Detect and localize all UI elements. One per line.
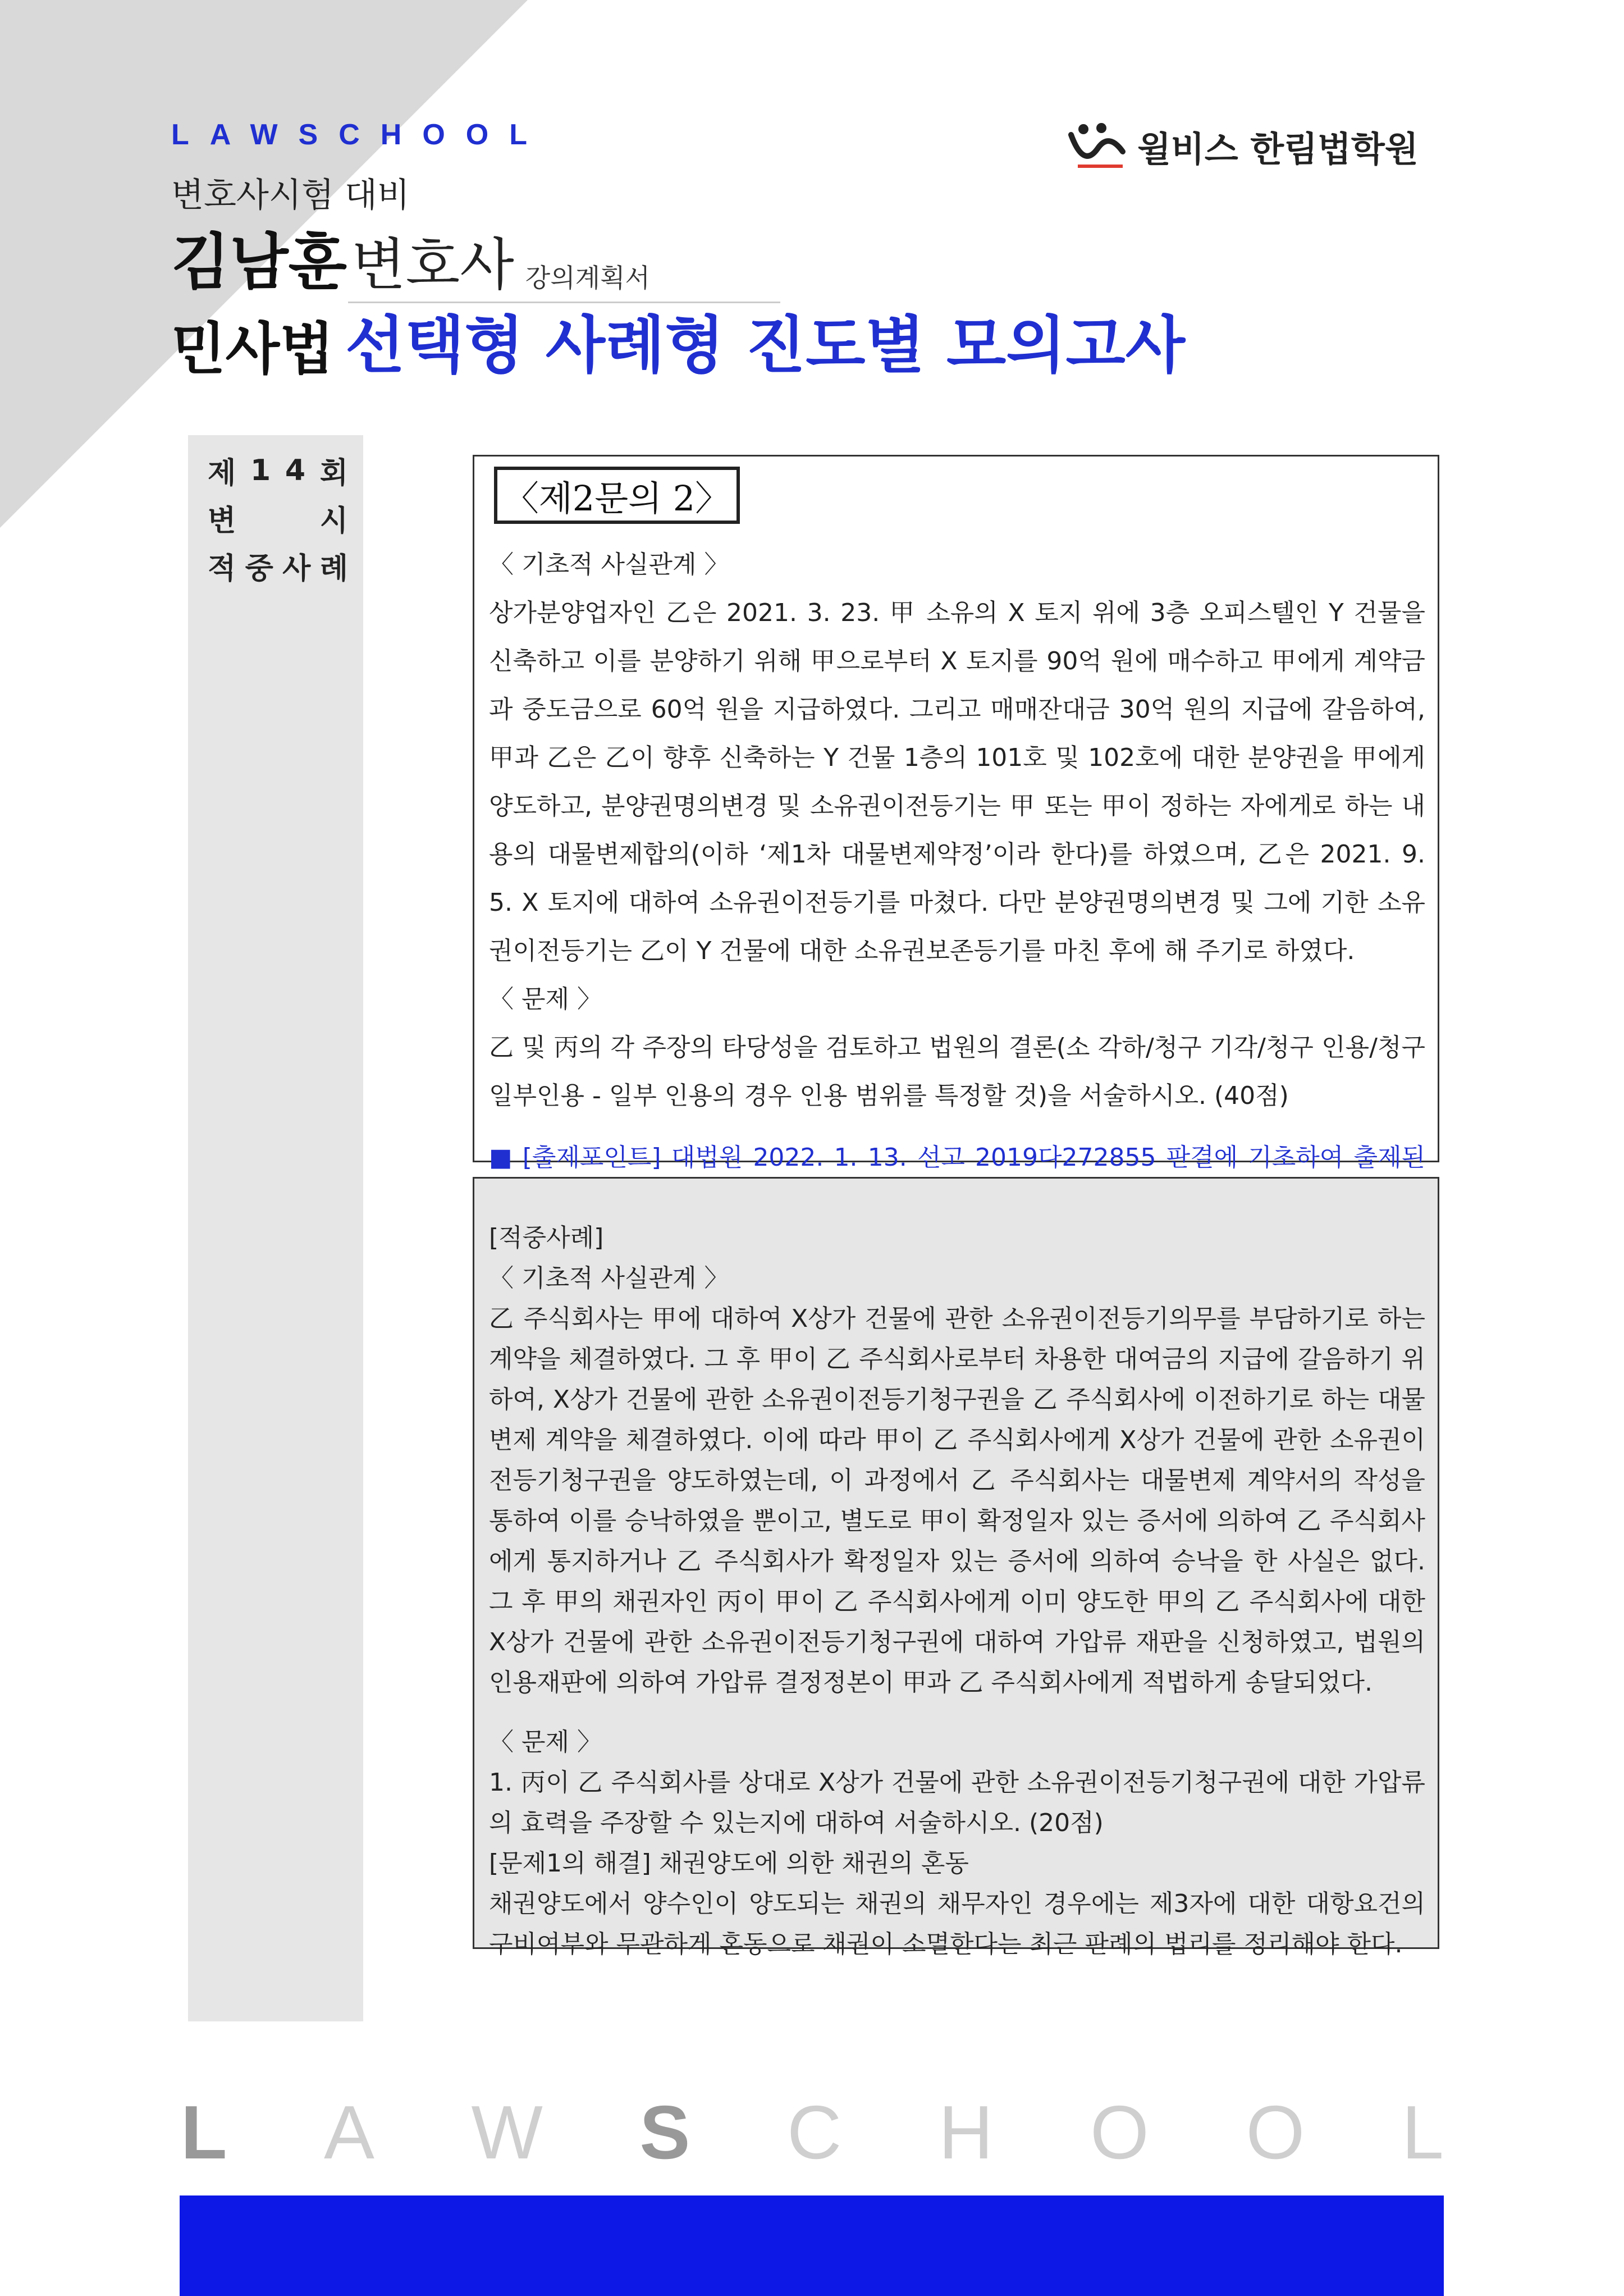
exam-point-text: [출제포인트] 대법원 2022. 1. 13. 선고 2019다272855 판결에 기초하여 출제된 bbox=[522, 1143, 1425, 1172]
sidebar-panel bbox=[188, 435, 363, 2021]
footer-letter: O bbox=[1090, 2090, 1149, 2175]
sidebar-char: 회 bbox=[319, 457, 348, 490]
footer-letter: W bbox=[471, 2090, 543, 2175]
sidebar-char: 례 bbox=[319, 552, 348, 586]
sidebar-char: 적 bbox=[208, 552, 236, 586]
hit-facts-text: 乙 주식회사는 甲에 대하여 X상가 건물에 관한 소유권이전등기의무를 부담하기로 하는 계약을 체결하였다. 그 후 甲이 乙 주식회사로부터 차용한 대여금의 지급에 갈음하기 위하여, X상가 건물에 관한 소유권이전등기청구권을 乙 주식회사에 이전하기로 하는 대물변제 계약을 체결하였다. 이에 따라 甲이 乙 주식회사에게 X상가 건물에 관한 소유권이전등기청구권을 양도하였는데, 이 과정에서 乙 주식회사는 대물변제 계약서의 작성을 통하여 이를 승낙하였을 뿐이고, 별도로 甲이 확정일자 있는 증서에 의하여 乙 주식회사에게 통지하거나 乙 주식회사가 확정일자 있는 증서에 의하여 승낙을 한 사실은 없다. 그 후 甲의 채권자인 丙이 甲이 乙 주식회사에게 이미 양도한 甲의 乙 주식회사에 대한 X상가 건물에 관한 소유권이전등기청구권에 대하여 가압류 재판을 신청하였고, 법원의 인용재판에 의하여 가압류 결정정본이 甲과 乙 주식회사에게 적법하게 송달되었다. bbox=[489, 1304, 1425, 1697]
plan-label: 강의계획서 bbox=[525, 263, 650, 293]
exam-prep-label: 변호사시험 대비 bbox=[171, 176, 410, 215]
sidebar-char: 사 bbox=[282, 552, 311, 586]
lecturer-title-row bbox=[171, 216, 650, 300]
hit-case-body bbox=[489, 1218, 1425, 1965]
lecturer-title: 변호사 bbox=[351, 232, 514, 298]
question-heading: 〈 문제 〉 bbox=[489, 985, 602, 1014]
hit-case-box bbox=[473, 1177, 1439, 1959]
footer-wordmark bbox=[181, 2089, 1444, 2176]
footer-letter: H bbox=[938, 2090, 994, 2175]
sidebar-char: 1 bbox=[250, 453, 271, 487]
brand-wordmark: LAWSCHOOL bbox=[171, 118, 548, 151]
hit-solution-heading: [문제1의 해결] 채권양도에 의한 채권의 혼동 bbox=[489, 1849, 969, 1878]
course-name: 선택형 사례형 진도별 모의고사 bbox=[345, 309, 1186, 381]
sidebar-label bbox=[208, 446, 348, 590]
hit-question-text: 1. 丙이 乙 주식회사를 상대로 X상가 건물에 관한 소유권이전등기청구권에 대한 가압류의 효력을 주장할 수 있는지에 대하여 서술하시오. (20점) bbox=[489, 1768, 1425, 1837]
facts-text: 상가분양업자인 乙은 2021. 3. 23. 甲 소유의 X 토지 위에 3층 오피스텔인 Y 건물을 신축하고 이를 분양하기 위해 甲으로부터 X 토지를 90억 원에 매수하고 甲에게 계약금과 중도금으로 60억 원을 지급하였다. 그리고 매매잔대금 30억 원의 지급에 갈음하여, 甲과 乙은 乙이 향후 신축하는 Y 건물 1층의 101호 및 102호에 대한 분양권을 甲에게 양도하고, 분양권명의변경 및 소유권이전등기는 甲 또는 甲이 정하는 자에게로 하는 내용의 대물변제합의(이하 ‘제1차 대물변제약정’이라 한다)를 하였으며, 乙은 2021. 9. 5. X 토지에 대하여 소유권이전등기를 마쳤다. 다만 분양권명의변경 및 그에 기한 소유권이전등기는 乙이 Y 건물에 대한 소유권보존등기를 마친 후에 해 주기로 하였다. bbox=[489, 599, 1426, 965]
footer-bar bbox=[180, 2195, 1444, 2296]
sidebar-line-round bbox=[208, 446, 348, 494]
sidebar-char: 중 bbox=[245, 552, 273, 586]
course-subject: 민사법 bbox=[171, 316, 334, 382]
hit-solution-text: 채권양도에서 양수인이 양도되는 채권의 채무자인 경우에는 제3자에 대한 대항요건의 구비여부와 무관하게 혼동으로 채권이 소멸한다는 최근 판례의 법리를 정리해야 한다. bbox=[489, 1889, 1425, 1959]
sidebar-char: 4 bbox=[285, 453, 306, 487]
lecturer-name: 김남훈 bbox=[171, 227, 347, 298]
question-text: 乙 및 丙의 각 주장의 타당성을 검토하고 법원의 결론(소 각하/청구 기각/청구 인용/청구 일부인용 - 일부 인용의 경우 인용 범위를 특정할 것)을 서술하시오. (40점) bbox=[489, 1033, 1425, 1110]
footer-letter: O bbox=[1246, 2090, 1305, 2175]
course-title-row bbox=[171, 300, 1185, 385]
hit-question-heading: 〈 문제 〉 bbox=[489, 1728, 602, 1756]
footer-letter: A bbox=[323, 2090, 374, 2175]
sidebar-char: 제 bbox=[208, 457, 236, 490]
footer-letter: S bbox=[639, 2090, 690, 2175]
footer-letter: L bbox=[181, 2090, 227, 2175]
sidebar-line-exam bbox=[208, 494, 348, 542]
willbes-logo-icon bbox=[1067, 118, 1134, 174]
facts-heading: 〈 기초적 사실관계 〉 bbox=[489, 550, 729, 579]
footer-letter: L bbox=[1401, 2090, 1444, 2175]
problem-box bbox=[473, 455, 1439, 1172]
problem-body bbox=[489, 541, 1425, 1217]
sidebar-char: 변 bbox=[208, 504, 236, 538]
hit-case-label: [적중사례] bbox=[489, 1224, 604, 1252]
logo-text: 윌비스 한림법학원 bbox=[1137, 128, 1419, 170]
hit-facts-heading: 〈 기초적 사실관계 〉 bbox=[489, 1264, 729, 1293]
square-bullet-icon: ■ bbox=[489, 1143, 515, 1172]
footer-letter: C bbox=[786, 2090, 842, 2175]
sidebar-line-hit bbox=[208, 542, 348, 590]
problem-header: 〈제2문의 2〉 bbox=[494, 467, 740, 524]
sidebar-char: 시 bbox=[319, 504, 348, 538]
willbes-logo bbox=[1067, 118, 1419, 174]
